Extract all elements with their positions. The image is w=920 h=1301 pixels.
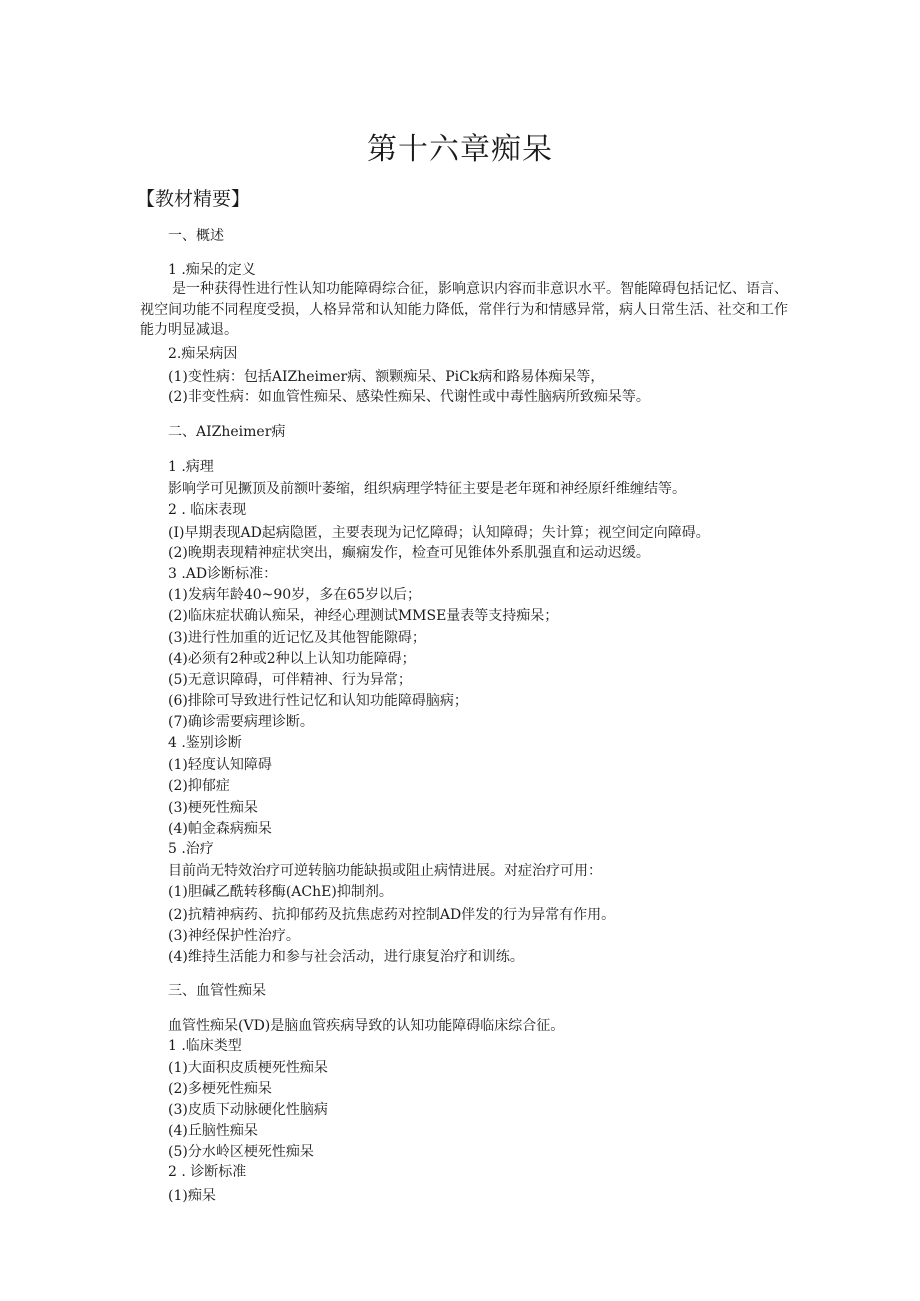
heading-overview: 一、概述 [168,228,224,244]
heading-vascular: 三、血管性痴呆 [168,983,266,999]
list-item: (4)丘脑性痴呆 [168,1123,258,1139]
list-item: (6)排除可导致进行性记忆和认知功能障碍脑病； [168,693,468,709]
list-item: (7)确诊需要病理诊断。 [168,714,314,730]
list-item: (5)无意识障碍，可伴精神、行为异常； [168,672,412,688]
list-item: (3)梗死性痴呆 [168,800,258,816]
section-heading: 【教材精要】 [136,188,251,210]
list-item: (4)必须有2种或2种以上认知功能障碍； [168,651,416,667]
subheading-diagnosis: 2 . 诊断标准 [168,1164,247,1180]
list-item: (1)痴呆 [168,1188,216,1204]
subheading-treatment: 5 .治疗 [168,841,214,857]
subheading-criteria: 3 .AD诊断标准： [168,566,278,582]
subheading-clinical: 2 . 临床表现 [168,502,247,518]
list-item: (1)胆碱乙酰转移酶(AChE)抑制剂。 [168,884,393,900]
list-item: (2)多梗死性痴呆 [168,1081,272,1097]
subheading-pathology: 1 .病理 [168,459,214,475]
list-item: (5)分水岭区梗死性痴呆 [168,1144,314,1160]
list-item: (2)临床症状确认痴呆，神经心理测试MMSE量表等支持痴呆； [168,608,559,624]
subheading-definition: 1 .痴呆的定义 [168,262,256,278]
list-item: (2)抑郁症 [168,778,230,794]
paragraph-pathology: 影响学可见撅顶及前额叶萎缩，组织病理学特征主要是老年斑和神经原纤维缠结等。 [168,481,686,497]
list-item: (3)进行性加重的近记忆及其他智能隙碍； [168,630,426,646]
list-item: (3)皮质下动脉硬化性脑病 [168,1102,328,1118]
subheading-cause: 2.痴呆病因 [168,346,238,362]
paragraph-vascular: 血管性痴呆(VD)是脑血管疾病导致的认知功能障碍临床综合征。 [168,1018,565,1034]
paragraph-definition: 是一种获得性进行性认知功能障碍综合征，影响意识内容而非意识水平。智能障碍包括记忆、语言、视空间功能不同程度受损，人格异常和认知能力降低，常伴行为和情感异常，病人日常生活、社交和工作能力明显减退。 [140,281,788,338]
list-item: (2)抗精神病药、抗抑郁药及抗焦虑药对控制AD伴发的行为异常有作用。 [168,907,616,923]
list-item: (1)发病年龄40~90岁，多在65岁以后； [168,587,422,603]
subheading-differential: 4 .鉴别诊断 [168,735,242,751]
heading-alzheimer: 二、AIZheimer病 [168,424,286,440]
list-item: (2)晚期表现精神症状突出，癫痫发作，检查可见锥体外系肌强直和运动迟缓。 [168,545,650,561]
list-item: (3)神经保护性治疗。 [168,928,300,944]
list-item: (4)维持生活能力和参与社会活动，进行康复治疗和训练。 [168,949,524,965]
list-item: (1)轻度认知障碍 [168,757,272,773]
paragraph-treatment: 目前尚无特效治疗可逆转脑功能缺损或阻止病情进展。对症治疗可用： [168,863,602,879]
list-item: (1)大面积皮质梗死性痴呆 [168,1060,328,1076]
list-item: (I)早期表现AD起病隐匿，主要表现为记忆障碍；认知障碍；失计算；视空间定向障碍。 [168,525,710,541]
list-item: (1)变性病：包括AIZheimer病、额颗痴呆、PiCk病和路易体痴呆等， [168,369,605,385]
list-item: (4)帕金森病痴呆 [168,821,272,837]
subheading-types: 1 .临床类型 [168,1038,242,1054]
list-item: (2)非变性病：如血管性痴呆、感染性痴呆、代谢性或中毒性脑病所致痴呆等。 [168,389,650,405]
page-title: 第十六章痴呆 [367,132,553,167]
